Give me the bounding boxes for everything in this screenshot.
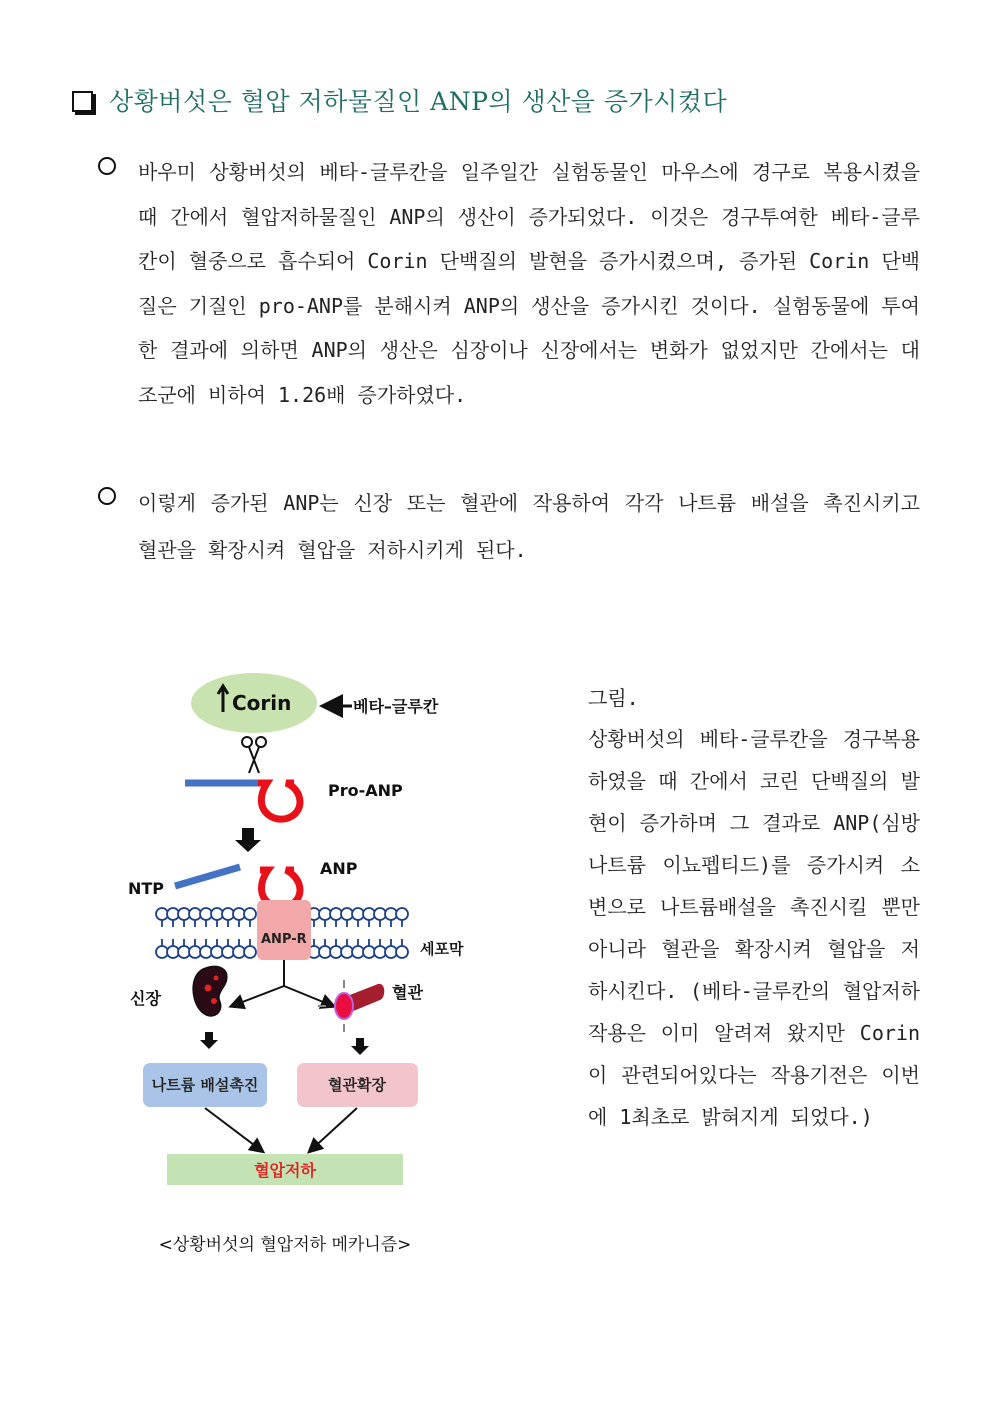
converge-right-arrow [310,1108,357,1151]
mechanism-diagram [120,668,470,1198]
pro-anp-label: Pro-ANP [328,781,403,800]
down-arrow-icon [235,828,261,852]
phospholipid-head [396,908,408,920]
converge-left-arrow [205,1108,262,1151]
phospholipid-head [244,946,256,958]
circle-bullet-icon [98,157,116,175]
figure-description [588,678,920,1138]
vessel-label: 혈관 [392,983,423,1002]
figure-description-body: 상황버섯의 베타-글루칸을 경구복용하였을 때 간에서 코린 단백질의 발현이 증가하며 그 결과로 ANP(심방 나트륨 이뇨펩티드)를 증가시켜 소변으로 나트륨배설을 촉진시킬 뿐만 아니라 혈관을 확장시켜 혈압을 저하시킨다. (베타-글루칸의 혈압저하 작용은 이미 알려져 왔지만 Corin이 관련되어있다는 작용기전은 이번에 1최초로 밝혀지게 되었다.) [588,727,920,1129]
blood-pressure-drop-label: 혈압저하 [254,1161,316,1180]
receptor-label: ANP-R [261,932,307,947]
scissors-icon [242,737,266,773]
corin-label: Corin [232,691,292,715]
paragraph-2 [98,480,920,574]
figure-caption: <상황버섯의 혈압저하 메카니즘> [158,1235,412,1255]
ntp-label: NTP [128,879,165,898]
section-heading [72,78,932,122]
membrane-label: 세포막 [420,940,464,958]
anp-label: ANP [320,859,358,878]
circle-bullet-icon [98,487,116,505]
down-arrow-small-icon [200,1032,218,1049]
down-arrow-small-icon [351,1038,369,1055]
blood-vessel-icon [318,980,384,1032]
branch-right-arrow [284,986,333,1006]
anp-receptor [257,900,311,960]
vasodilation-label: 혈관확장 [328,1076,386,1094]
phospholipid-head [244,908,256,920]
kidney-icon [193,967,227,1016]
checkbox-square-icon [72,91,93,112]
phospholipid-head [396,946,408,958]
ntp-fragment [175,867,240,886]
paragraph-text: 이렇게 증가된 ANP는 신장 또는 혈관에 작용하여 각각 나트륨 배설을 촉진시키고 혈관을 확장시켜 혈압을 저하시키게 된다. [138,491,920,562]
section-title: 상황버섯은 혈압 저하물질인 ANP의 생산을 증가시켰다 [109,87,728,116]
paragraph-text: 바우미 상황버섯의 베타-글루칸을 일주일간 실험동물인 마우스에 경구로 복용시켰을 때 간에서 혈압저하물질인 ANP의 생산이 증가되었다. 이것은 경구투여한 베타-글루칸이 혈중으로 흡수되어 Corin 단백질의 발현을 증가시켰으며, 증가된 Corin 단백질은 기질인 pro-ANP를 분해시켜 ANP의 생산을 증가시킨 것이다. 실험동물에 투여한 결과에 의하면 ANP의 생산은 심장이나 신장에서는 변화가 없었지만 간에서는 대조군에 비하여 1.26배 증가하였다. [138,160,920,407]
figure-description-title: 그림. [588,686,639,710]
branch-left-arrow [232,986,284,1006]
beta-glucan-label: 베타–글루칸 [353,697,439,716]
kidney-label: 신장 [130,989,161,1008]
paragraph-1 [98,150,920,417]
sodium-excretion-label: 나트륨 배설촉진 [151,1076,259,1094]
pro-anp-loop [258,783,300,819]
